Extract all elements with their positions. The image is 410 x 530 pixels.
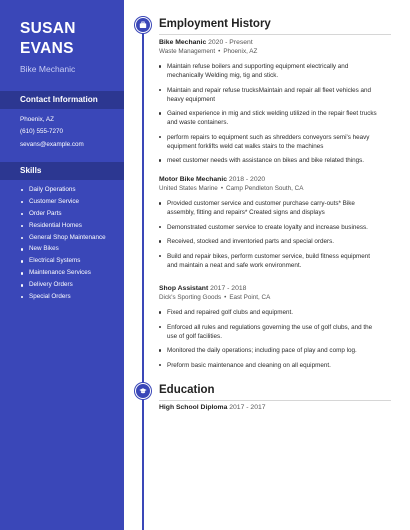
job-role: Motor Bike Mechanic bbox=[159, 176, 227, 183]
skill-item: General Shop Maintenance bbox=[20, 232, 106, 244]
job-bullet: Maintain and repair refuse trucksMaintain and repair all fleet vehicles and heavy equipment bbox=[159, 86, 381, 104]
job-bullet: perform repairs to equipment such as shredders conveyors semi's heavy equipment forklifts weld cat walks stairs to the machines bbox=[159, 133, 381, 151]
job-role: Shop Assistant bbox=[159, 285, 209, 292]
skill-item: Delivery Orders bbox=[20, 279, 106, 291]
job-bullet: Build and repair bikes, perform customer service, build fitness equipment and maintain a neat and safe work environment. bbox=[159, 252, 381, 270]
job-entry bbox=[159, 38, 381, 171]
job-meta: Waste Management • Phoenix, AZ bbox=[159, 48, 258, 55]
skill-item: Electrical Systems bbox=[20, 255, 106, 267]
job-company: Dick's Sporting Goods bbox=[159, 294, 222, 301]
sidebar bbox=[0, 0, 124, 530]
candidate-name bbox=[20, 19, 76, 59]
job-location: East Point, CA bbox=[229, 294, 271, 301]
job-bullets bbox=[159, 199, 381, 270]
job-bullet: Preform basic maintenance and cleaning on all equipment. bbox=[159, 361, 381, 370]
briefcase-icon bbox=[135, 17, 151, 33]
skill-item: Maintenance Services bbox=[20, 267, 106, 279]
job-bullet: meet customer needs with assistance on bikes and bike related things. bbox=[159, 156, 381, 165]
job-company: United States Marine bbox=[159, 185, 218, 192]
skill-item: New Bikes bbox=[20, 243, 106, 255]
graduation-cap-icon bbox=[135, 383, 151, 399]
employment-heading: Employment History bbox=[159, 18, 271, 30]
timeline-line bbox=[142, 20, 144, 530]
job-bullet: Fixed and repaired golf clubs and equipment. bbox=[159, 308, 381, 317]
skill-item: Daily Operations bbox=[20, 184, 106, 196]
job-heading bbox=[159, 284, 381, 293]
job-entry bbox=[159, 175, 381, 275]
job-bullets bbox=[159, 62, 381, 165]
skill-item: Special Orders bbox=[20, 291, 106, 303]
contact-details bbox=[20, 114, 84, 151]
job-bullet: Provided customer service and customer purchase carry-outs* Bike assembly, fitting and repairs* Created signs and displays bbox=[159, 199, 381, 217]
education-entry bbox=[159, 403, 381, 412]
skill-item: Residential Homes bbox=[20, 220, 106, 232]
contact-heading: Contact Information bbox=[0, 91, 124, 109]
job-bullet: Gained experience in mig and stick welding utilized in the repair fleet trucks and waste containers. bbox=[159, 109, 381, 127]
skills-heading: Skills bbox=[0, 162, 124, 180]
job-meta: United States Marine • Camp Pendleton South, CA bbox=[159, 185, 304, 192]
job-bullet: Maintain refuse boilers and supporting equipment electrically and mechanically Welding mig, tig and stick. bbox=[159, 62, 381, 80]
job-dates: 2020 - Present bbox=[208, 39, 253, 46]
job-company: Waste Management bbox=[159, 48, 216, 55]
first-name: SUSAN bbox=[20, 20, 76, 37]
job-location: Phoenix, AZ bbox=[223, 48, 258, 55]
candidate-title: Bike Mechanic bbox=[20, 64, 76, 74]
employment-divider bbox=[159, 34, 391, 35]
job-meta: Dick's Sporting Goods • East Point, CA bbox=[159, 294, 271, 301]
skills-list bbox=[20, 184, 106, 303]
job-bullets bbox=[159, 308, 381, 370]
job-heading bbox=[159, 175, 381, 184]
job-bullet: Monitored the daily operations; including pace of play and comp log. bbox=[159, 346, 381, 355]
last-name: EVANS bbox=[20, 40, 74, 57]
education-heading: Education bbox=[159, 384, 215, 396]
job-dates: 2018 - 2020 bbox=[228, 176, 266, 183]
education-degree: High School Diploma bbox=[159, 404, 228, 411]
education-divider bbox=[159, 400, 391, 401]
skill-item: Order Parts bbox=[20, 208, 106, 220]
education-heading-line bbox=[159, 403, 381, 412]
skill-item: Customer Service bbox=[20, 196, 106, 208]
job-dates: 2017 - 2018 bbox=[210, 285, 247, 292]
contact-phone: (610) 555-7270 bbox=[20, 128, 64, 136]
job-heading bbox=[159, 38, 381, 47]
job-location: Camp Pendleton South, CA bbox=[226, 185, 304, 192]
contact-location: Phoenix, AZ bbox=[20, 116, 54, 123]
education-dates: 2017 - 2017 bbox=[229, 404, 266, 411]
job-role: Bike Mechanic bbox=[159, 39, 207, 46]
job-bullet: Demonstrated customer service to create loyalty and increase business. bbox=[159, 223, 381, 232]
job-entry bbox=[159, 284, 381, 375]
job-bullet: Enforced all rules and regulations governing the use of golf clubs, and the use of golf facilities. bbox=[159, 323, 381, 341]
contact-email: sevans@example.com bbox=[20, 140, 84, 148]
job-bullet: Received, stocked and inventoried parts and special orders. bbox=[159, 237, 381, 246]
